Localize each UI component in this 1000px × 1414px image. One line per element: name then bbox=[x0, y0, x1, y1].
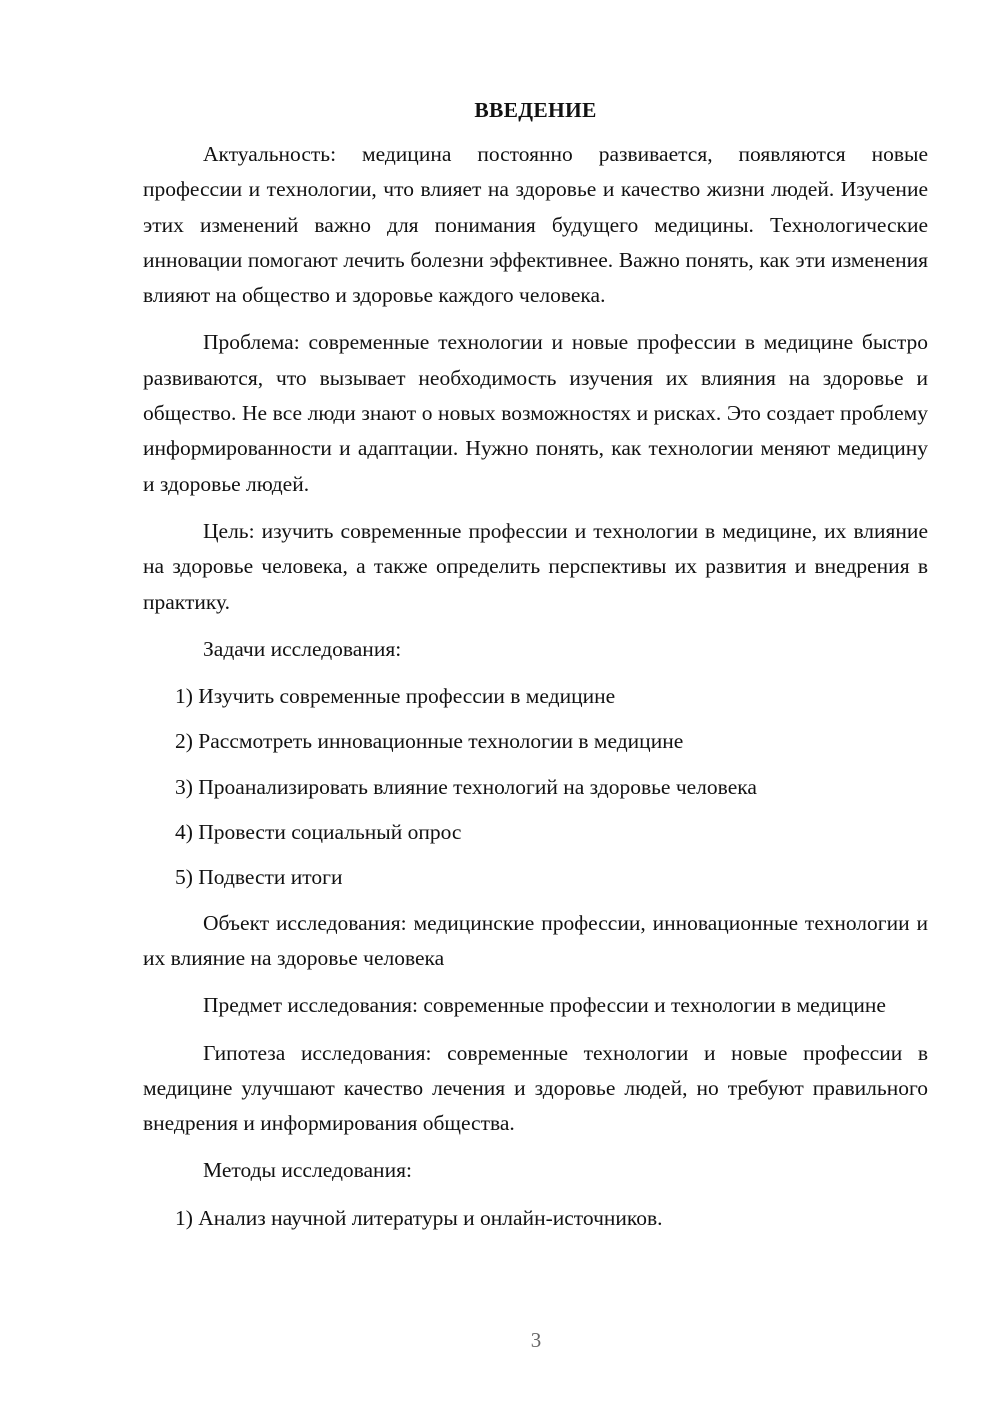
subject-paragraph: Предмет исследования: современные профессии и технологии в медицине bbox=[203, 993, 886, 1018]
hypothesis-paragraph: Гипотеза исследования: современные технологии и новые профессии в медицине улучшают качество лечения и здоровье людей, но требуют правильного внедрения и информирования общества. bbox=[143, 1040, 928, 1136]
relevance-paragraph: Актуальность: медицина постоянно развивается, появляются новые профессии и технологии, что влияет на здоровье и качество жизни людей. Изучение этих изменений важно для понимания будущего медицины. Технологические инновации помогают лечить болезни эффективнее. Важно понять, как эти изменения влияют на общество и здоровье каждого человека. bbox=[143, 142, 928, 308]
object-paragraph: Объект исследования: медицинские профессии, инновационные технологии и их влияние на здоровье человека bbox=[143, 910, 928, 970]
goal-paragraph: Цель: изучить современные профессии и технологии в медицине, их влияние на здоровье человека, а также определить перспективы их развития и внедрения в практику. bbox=[143, 518, 928, 614]
page-content bbox=[143, 95, 928, 1246]
tasks-heading: Задачи исследования: bbox=[203, 636, 402, 661]
task-item-4: 4) Провести социальный опрос bbox=[175, 820, 462, 845]
page-title: ВВЕДЕНИЕ bbox=[474, 98, 597, 122]
method-item-1: 1) Анализ научной литературы и онлайн-источников. bbox=[175, 1205, 663, 1230]
tasks-list bbox=[143, 679, 928, 895]
page-number: 3 bbox=[530, 1328, 542, 1352]
methods-list bbox=[143, 1201, 928, 1236]
methods-heading: Методы исследования: bbox=[203, 1158, 412, 1183]
problem-paragraph: Проблема: современные технологии и новые профессии в медицине быстро развиваются, что вызывает необходимость изучения их влияния на здоровье и общество. Не все люди знают о новых возможностях и рисках. Это создает проблему информированности и адаптации. Нужно понять, как технологии меняют медицину и здоровье людей. bbox=[143, 330, 928, 496]
task-item-2: 2) Рассмотреть инновационные технологии в медицине bbox=[175, 729, 684, 754]
task-item-3: 3) Проанализировать влияние технологий на здоровье человека bbox=[175, 774, 757, 799]
task-item-1: 1) Изучить современные профессии в медицине bbox=[175, 684, 616, 709]
task-item-5: 5) Подвести итоги bbox=[175, 865, 343, 890]
